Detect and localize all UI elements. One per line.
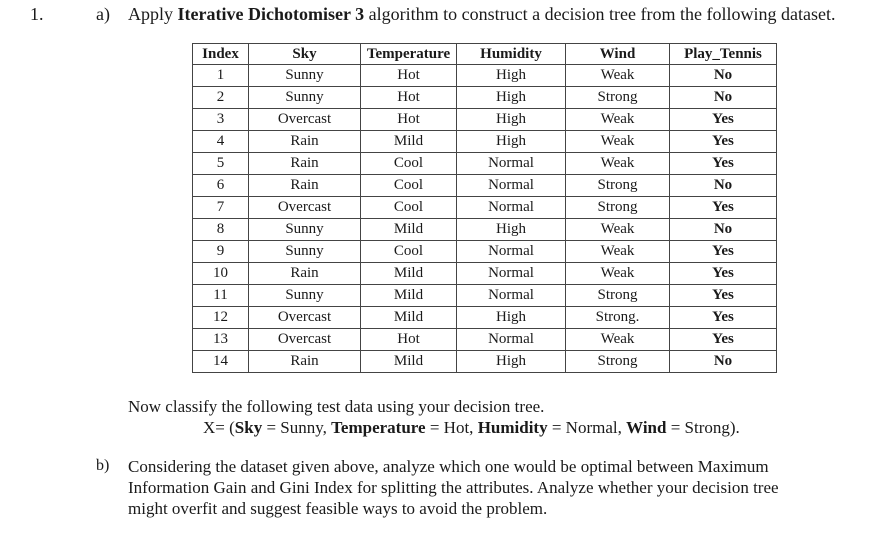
table-row xyxy=(193,131,777,153)
classify-instruction: Now classify the following test data using your decision tree. xyxy=(128,397,545,416)
cell-wind: Strong xyxy=(566,351,670,373)
cell-sky: Rain xyxy=(249,131,361,153)
test-wind-key: Wind xyxy=(626,418,667,437)
test-humidity-value: = Normal, xyxy=(547,418,627,437)
table-row xyxy=(193,65,777,87)
header-temperature: Temperature xyxy=(361,44,457,65)
part-a-label: a) xyxy=(96,4,110,24)
header-index: Index xyxy=(193,44,249,65)
cell-wind: Weak xyxy=(566,263,670,285)
cell-temperature: Cool xyxy=(361,197,457,219)
table-row xyxy=(193,263,777,285)
cell-index: 1 xyxy=(193,65,249,87)
test-data xyxy=(203,418,740,438)
cell-humidity: Normal xyxy=(457,285,566,307)
cell-wind: Weak xyxy=(566,65,670,87)
cell-temperature: Hot xyxy=(361,109,457,131)
cell-temperature: Cool xyxy=(361,153,457,175)
header-wind: Wind xyxy=(566,44,670,65)
table-row xyxy=(193,153,777,175)
header-sky: Sky xyxy=(249,44,361,65)
cell-humidity: High xyxy=(457,87,566,109)
cell-wind: Weak xyxy=(566,109,670,131)
cell-sky: Sunny xyxy=(249,219,361,241)
cell-play-tennis: Yes xyxy=(670,131,777,153)
table-row xyxy=(193,351,777,373)
cell-temperature: Mild xyxy=(361,219,457,241)
cell-temperature: Cool xyxy=(361,241,457,263)
table-row xyxy=(193,219,777,241)
cell-sky: Overcast xyxy=(249,197,361,219)
cell-humidity: High xyxy=(457,65,566,87)
algorithm-name: Iterative Dichotomiser 3 xyxy=(177,4,365,24)
cell-index: 13 xyxy=(193,329,249,351)
cell-sky: Rain xyxy=(249,153,361,175)
cell-wind: Strong xyxy=(566,87,670,109)
cell-wind: Weak xyxy=(566,241,670,263)
cell-wind: Weak xyxy=(566,329,670,351)
cell-play-tennis: No xyxy=(670,87,777,109)
cell-humidity: High xyxy=(457,307,566,329)
dataset-table xyxy=(192,43,777,373)
cell-temperature: Mild xyxy=(361,307,457,329)
part-a-suffix: algorithm to construct a decision tree from the following dataset. xyxy=(364,4,836,24)
cell-wind: Strong xyxy=(566,197,670,219)
part-b-label: b) xyxy=(96,457,110,474)
cell-index: 3 xyxy=(193,109,249,131)
table-row xyxy=(193,197,777,219)
cell-sky: Overcast xyxy=(249,329,361,351)
cell-humidity: High xyxy=(457,109,566,131)
cell-sky: Sunny xyxy=(249,87,361,109)
cell-index: 14 xyxy=(193,351,249,373)
cell-humidity: High xyxy=(457,219,566,241)
cell-play-tennis: Yes xyxy=(670,153,777,175)
table-row xyxy=(193,109,777,131)
cell-wind: Strong. xyxy=(566,307,670,329)
cell-play-tennis: No xyxy=(670,65,777,87)
cell-temperature: Mild xyxy=(361,351,457,373)
part-b-line-3: might overfit and suggest feasible ways to avoid the problem. xyxy=(128,499,548,518)
cell-sky: Rain xyxy=(249,351,361,373)
cell-sky: Sunny xyxy=(249,285,361,307)
cell-temperature: Hot xyxy=(361,65,457,87)
test-temperature-key: Temperature xyxy=(331,418,426,437)
cell-index: 2 xyxy=(193,87,249,109)
cell-index: 4 xyxy=(193,131,249,153)
cell-temperature: Mild xyxy=(361,285,457,307)
table-header-row xyxy=(193,44,777,65)
cell-play-tennis: Yes xyxy=(670,285,777,307)
cell-humidity: Normal xyxy=(457,153,566,175)
test-humidity-key: Humidity xyxy=(477,418,548,437)
test-temperature-value: = Hot, xyxy=(425,418,478,437)
header-play-tennis: Play_Tennis xyxy=(670,44,777,65)
cell-sky: Rain xyxy=(249,175,361,197)
cell-wind: Weak xyxy=(566,219,670,241)
part-b-line-1: Considering the dataset given above, analyze which one would be optimal between Maximum xyxy=(128,457,769,476)
cell-humidity: Normal xyxy=(457,197,566,219)
cell-temperature: Mild xyxy=(361,131,457,153)
cell-index: 11 xyxy=(193,285,249,307)
cell-wind: Strong xyxy=(566,285,670,307)
cell-temperature: Hot xyxy=(361,329,457,351)
cell-humidity: Normal xyxy=(457,263,566,285)
cell-sky: Overcast xyxy=(249,307,361,329)
cell-sky: Rain xyxy=(249,263,361,285)
cell-play-tennis: Yes xyxy=(670,241,777,263)
cell-play-tennis: No xyxy=(670,351,777,373)
table-row xyxy=(193,329,777,351)
table-row xyxy=(193,285,777,307)
cell-index: 7 xyxy=(193,197,249,219)
table-row xyxy=(193,241,777,263)
cell-humidity: High xyxy=(457,351,566,373)
cell-temperature: Cool xyxy=(361,175,457,197)
cell-humidity: Normal xyxy=(457,329,566,351)
header-humidity: Humidity xyxy=(457,44,566,65)
table-body xyxy=(193,65,777,373)
part-a-prefix: Apply xyxy=(128,4,178,24)
test-sky-key: Sky xyxy=(234,418,263,437)
cell-index: 8 xyxy=(193,219,249,241)
cell-index: 9 xyxy=(193,241,249,263)
cell-index: 6 xyxy=(193,175,249,197)
table-row xyxy=(193,307,777,329)
part-b-line-2: Information Gain and Gini Index for splitting the attributes. Analyze whether your decision tree xyxy=(128,478,779,497)
cell-temperature: Hot xyxy=(361,87,457,109)
cell-index: 10 xyxy=(193,263,249,285)
cell-humidity: Normal xyxy=(457,175,566,197)
test-wind-value: = Strong). xyxy=(666,418,740,437)
cell-wind: Weak xyxy=(566,153,670,175)
test-sky-value: = Sunny, xyxy=(262,418,332,437)
cell-play-tennis: No xyxy=(670,175,777,197)
cell-humidity: Normal xyxy=(457,241,566,263)
cell-play-tennis: Yes xyxy=(670,307,777,329)
cell-wind: Strong xyxy=(566,175,670,197)
cell-humidity: High xyxy=(457,131,566,153)
cell-sky: Sunny xyxy=(249,241,361,263)
cell-play-tennis: Yes xyxy=(670,197,777,219)
cell-play-tennis: Yes xyxy=(670,329,777,351)
test-data-open: X= ( xyxy=(203,418,235,437)
cell-play-tennis: Yes xyxy=(670,109,777,131)
table-row xyxy=(193,175,777,197)
cell-play-tennis: No xyxy=(670,219,777,241)
cell-sky: Overcast xyxy=(249,109,361,131)
cell-temperature: Mild xyxy=(361,263,457,285)
part-a-text xyxy=(128,4,835,25)
table-row xyxy=(193,87,777,109)
cell-sky: Sunny xyxy=(249,65,361,87)
question-number: 1. xyxy=(30,4,44,24)
cell-play-tennis: Yes xyxy=(670,263,777,285)
cell-index: 12 xyxy=(193,307,249,329)
cell-wind: Weak xyxy=(566,131,670,153)
cell-index: 5 xyxy=(193,153,249,175)
